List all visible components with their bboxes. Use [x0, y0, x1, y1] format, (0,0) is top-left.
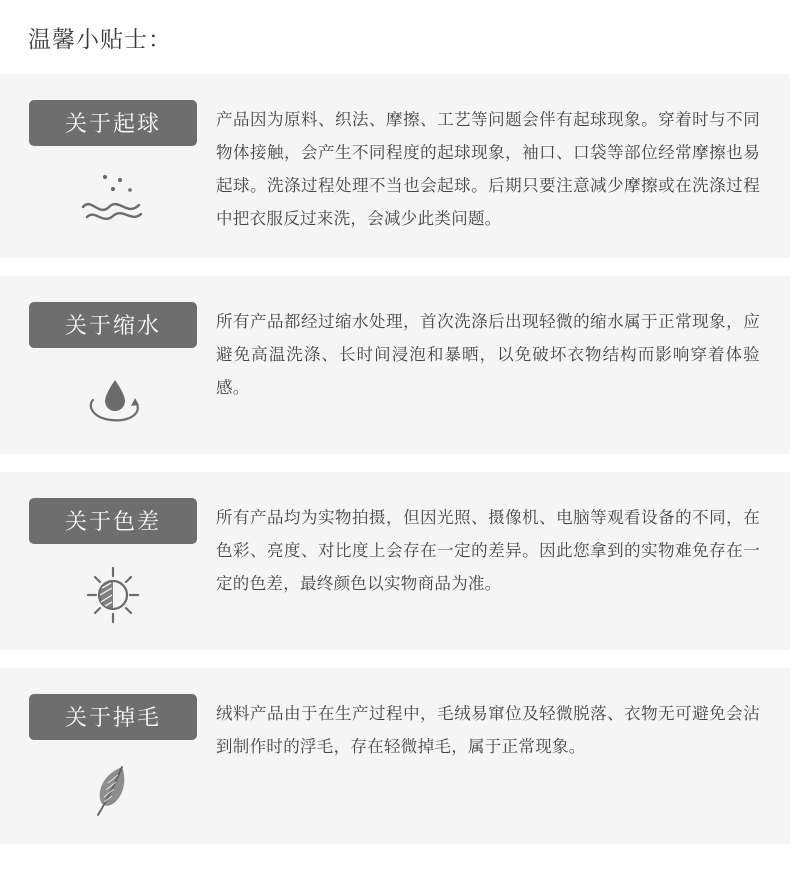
tip-body	[208, 688, 764, 764]
page-header	[0, 0, 790, 74]
tip-badge: 关于起球	[29, 100, 197, 146]
row-divider	[0, 454, 790, 472]
tip-text: 产品因为原料、织法、摩擦、工艺等问题会伴有起球现象。穿着时与不同物体接触，会产生不同程度的起球现象，袖口、口袋等部位经常摩擦也易起球。洗涤过程处理不当也会起球。后期只要注意减少摩擦或在洗涤过程中把衣服反过来洗，会减少此类问题。	[216, 110, 760, 228]
tip-badge: 关于掉毛	[29, 694, 197, 740]
tip-body	[208, 296, 764, 405]
feather-icon	[78, 760, 148, 822]
pilling-icon	[78, 166, 148, 228]
row-divider	[0, 258, 790, 276]
color-sun-icon	[78, 564, 148, 626]
tip-text: 所有产品都经过缩水处理，首次洗涤后出现轻微的缩水属于正常现象，应避免高温洗涤、长时间浸泡和暴晒，以免破坏衣物结构而影响穿着体验感。	[216, 312, 760, 397]
tip-left-column	[18, 296, 208, 430]
tip-badge: 关于色差	[29, 498, 197, 544]
tips-list	[0, 74, 790, 844]
tip-left-column	[18, 688, 208, 822]
tip-body	[208, 94, 764, 236]
tip-badge: 关于缩水	[29, 302, 197, 348]
tip-body	[208, 492, 764, 601]
water-drop-icon	[78, 368, 148, 430]
tip-row	[0, 472, 790, 650]
tip-left-column	[18, 492, 208, 626]
tip-text: 所有产品均为实物拍摄，但因光照、摄像机、电脑等观看设备的不同，在色彩、亮度、对比度上会存在一定的差异。因此您拿到的实物难免存在一定的色差，最终颜色以实物商品为准。	[216, 508, 760, 593]
tip-row	[0, 276, 790, 454]
tip-row	[0, 668, 790, 844]
tip-row	[0, 74, 790, 258]
row-divider	[0, 650, 790, 668]
tip-text: 绒料产品由于在生产过程中，毛绒易窜位及轻微脱落、衣物无可避免会沾到制作时的浮毛，存在轻微掉毛，属于正常现象。	[216, 704, 760, 756]
page-title: 温馨小贴士：	[28, 26, 172, 52]
tip-left-column	[18, 94, 208, 228]
